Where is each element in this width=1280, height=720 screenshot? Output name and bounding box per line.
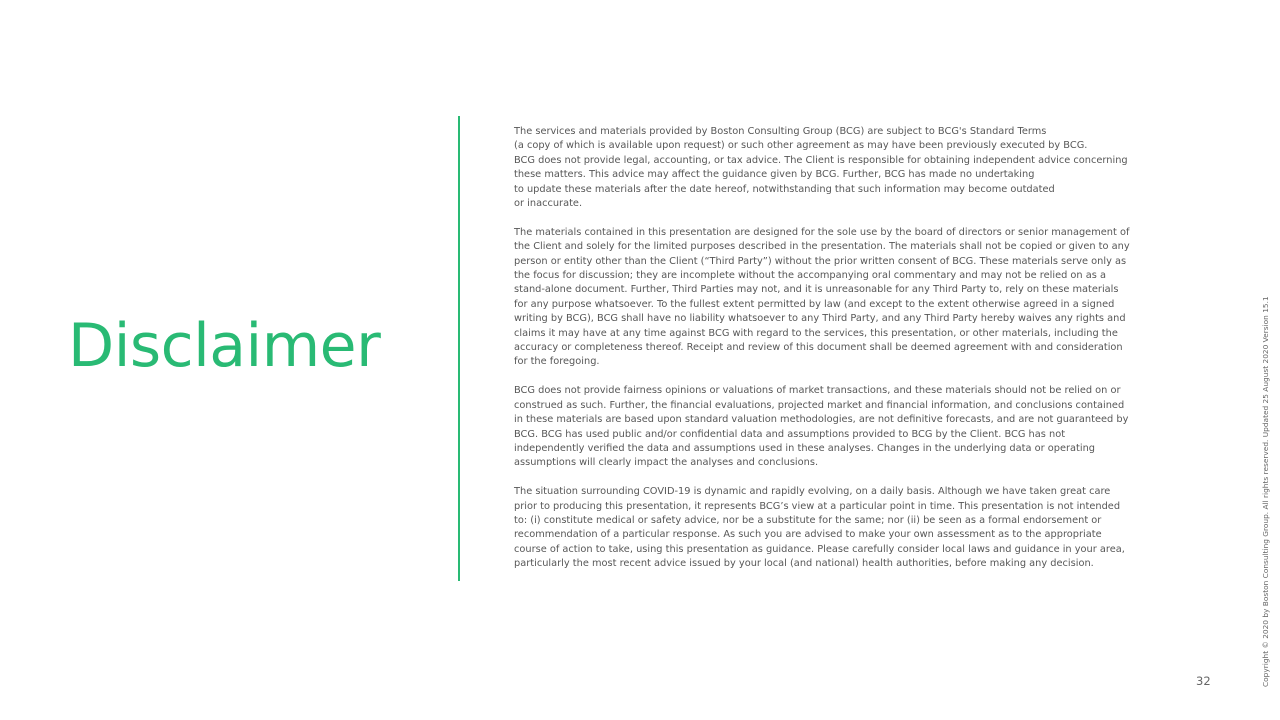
text-line: The materials contained in this presentation are designed for the sole use by the board of directors or senior management of [514, 226, 1130, 238]
text-line: recommendation of a particular response. As such you are advised to make your own assessment as to the appropriate [514, 529, 1102, 541]
text-line: The situation surrounding COVID-19 is dynamic and rapidly evolving, on a daily basis. Although we have taken great care [514, 486, 1111, 498]
text-line: the Client and solely for the limited purposes described in the presentation. The materials shall not be copied or given to any [514, 241, 1130, 253]
text-line: particularly the most recent advice issued by your local (and national) health authorities, before making any decision. [514, 558, 1094, 570]
text-line: to: (i) constitute medical or safety advice, nor be a substitute for the same; nor (ii) be seen as a formal endorsement or [514, 514, 1102, 526]
text-line: these matters. This advice may affect the guidance given by BCG. Further, BCG has made no undertaking [514, 169, 1035, 181]
copyright-notice: Copyright © 2020 by Boston Consulting Group. All rights reserved. Updated 25 August 2020 Version 15.1 [1261, 296, 1270, 687]
text-line: course of action to take, using this presentation as guidance. Please carefully consider local laws and guidance in your area, [514, 543, 1125, 555]
text-line: the focus for discussion; they are incomplete without the accompanying oral commentary and may not be relied on as a [514, 270, 1106, 282]
text-line: in these materials are based upon standard valuation methodologies, are not definitive forecasts, and are not guaranteed by [514, 414, 1129, 426]
text-line: prior to producing this presentation, it represents BCG’s view at a particular point in time. This presentation is not intended [514, 500, 1121, 512]
disclaimer-paragraph-valuations [514, 384, 1180, 470]
text-line: for the foregoing. [514, 356, 600, 368]
text-line: BCG does not provide fairness opinions or valuations of market transactions, and these materials should not be relied on or [514, 385, 1121, 397]
text-line: person or entity other than the Client (“Third Party”) without the prior written consent of BCG. These materials serve only as [514, 255, 1127, 267]
text-line: assumptions will clearly impact the analyses and conclusions. [514, 457, 819, 469]
disclaimer-paragraph-terms [514, 125, 1180, 211]
disclaimer-body [514, 125, 1180, 586]
text-line: construed as such. Further, the financial evaluations, projected market and financial information, and conclusions contained [514, 399, 1125, 411]
text-line: (a copy of which is available upon request) or such other agreement as may have been previously executed by BCG. [514, 140, 1088, 152]
text-line: claims it may have at any time against BCG with regard to the services, this presentation, or other materials, including the [514, 327, 1118, 339]
vertical-divider [458, 116, 460, 581]
text-line: for any purpose whatsoever. To the fullest extent permitted by law (and except to the extent otherwise agreed in a signed [514, 298, 1115, 310]
text-line: stand-alone document. Further, Third Parties may not, and it is unreasonable for any Third Party to, rely on these materials [514, 284, 1119, 296]
text-line: to update these materials after the date hereof, notwithstanding that such information may become outdated [514, 183, 1055, 195]
disclaimer-paragraph-covid [514, 485, 1180, 571]
page-title: Disclaimer [68, 311, 381, 381]
text-line: independently verified the data and assumptions used in these analyses. Changes in the underlying data or operating [514, 442, 1096, 454]
text-line: BCG. BCG has used public and/or confidential data and assumptions provided to BCG by the Client. BCG has not [514, 428, 1066, 440]
text-line: writing by BCG), BCG shall have no liability whatsoever to any Third Party, and any Third Party hereby waives any rights and [514, 313, 1126, 325]
text-line: BCG does not provide legal, accounting, or tax advice. The Client is responsible for obtaining independent advice concerning [514, 154, 1128, 166]
text-line: The services and materials provided by Boston Consulting Group (BCG) are subject to BCG's Standard Terms [514, 126, 1047, 137]
text-line: or inaccurate. [514, 198, 583, 210]
page-number: 32 [1196, 674, 1211, 688]
disclaimer-paragraph-use [514, 226, 1180, 370]
text-line: accuracy or completeness thereof. Receipt and review of this document shall be deemed agreement with and consideration [514, 342, 1123, 354]
